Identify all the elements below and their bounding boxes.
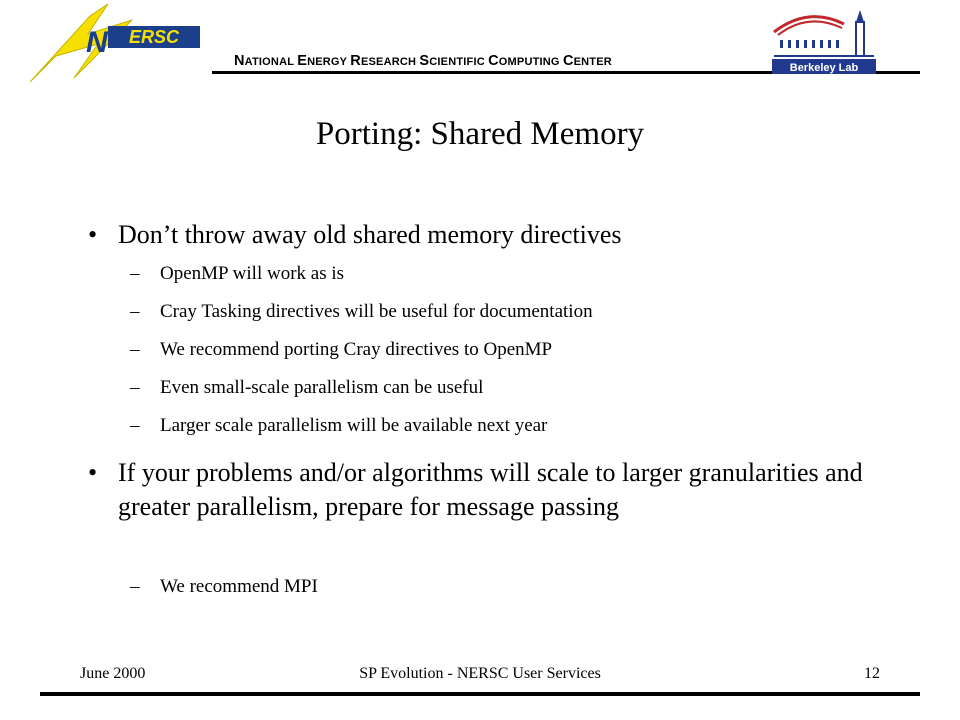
org-name-initial: N	[234, 53, 245, 69]
organization-name	[234, 53, 612, 69]
sub-1-2-text: Cray Tasking directives will be useful for documentation	[160, 301, 593, 322]
sub-1-1-text: OpenMP will work as is	[160, 263, 345, 284]
org-name-rest: OMPUTING	[498, 56, 560, 68]
footer-center-text: SP Evolution - NERSC User Services	[359, 665, 601, 682]
org-name-initial: S	[419, 53, 430, 69]
footer-page-number: 12	[864, 665, 880, 682]
org-name-word	[297, 53, 348, 69]
bullet-2-marker: •	[88, 458, 98, 487]
org-name-rest: NERGY	[307, 56, 348, 68]
footer-date: June 2000	[80, 665, 146, 682]
nersc-logo	[28, 4, 208, 84]
org-name-word	[350, 53, 417, 69]
sub-1-1-dash: –	[130, 263, 140, 284]
org-name-rest: ATIONAL	[244, 56, 294, 68]
org-name-word	[419, 53, 485, 69]
sub-2-1-dash: –	[130, 576, 140, 597]
berkeley-lab-text: Berkeley Lab	[789, 62, 859, 74]
slide-title: Porting: Shared Memory	[315, 116, 645, 152]
sub-1-4-text: Even small-scale parallelism can be useful	[160, 377, 484, 398]
sub-1-4-dash: –	[130, 377, 140, 398]
org-name-rest: CIENTIFIC	[429, 56, 485, 68]
org-name-rest: ESEARCH	[360, 56, 417, 68]
sub-1-3-text: We recommend porting Cray directives to OpenMP	[160, 339, 553, 360]
org-name-initial: E	[297, 53, 308, 69]
sub-2-1-text: We recommend MPI	[160, 576, 318, 597]
svg-text:N: N	[86, 26, 108, 59]
org-name-word	[562, 53, 612, 69]
bullet-1-marker: •	[88, 220, 98, 249]
org-name-word	[234, 53, 294, 69]
bullet-2-text: If your problems and/or algorithms will scale to larger granularities and greater parallelism, prepare for message passing	[118, 458, 863, 521]
nersc-logo-text: ERSC	[128, 27, 180, 47]
sub-1-2-dash: –	[130, 301, 140, 322]
org-name-rest: ENTER	[573, 56, 612, 68]
sub-1-3-dash: –	[130, 339, 140, 360]
org-name-initial: C	[488, 53, 499, 69]
org-name-initial: R	[350, 53, 361, 69]
sub-1-5-dash: –	[130, 415, 140, 436]
sub-1-5-text: Larger scale parallelism will be available next year	[160, 415, 548, 436]
org-name-word	[488, 53, 560, 69]
footer-divider	[40, 692, 920, 696]
berkeley-lab-logo	[768, 4, 880, 76]
bullet-1-text: Don’t throw away old shared memory directives	[118, 220, 622, 249]
org-name-initial: C	[562, 53, 574, 69]
